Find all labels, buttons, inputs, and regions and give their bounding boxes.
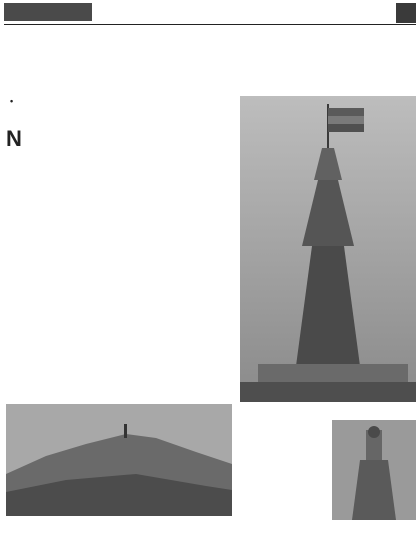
drop-cap: N [6, 128, 22, 151]
historic-photo [6, 404, 232, 516]
article-column-2 [82, 128, 154, 400]
historic-hill-illustration [6, 404, 232, 516]
header-rule [4, 24, 416, 25]
belzu-monument-illustration [332, 420, 416, 520]
monument-illustration [240, 96, 416, 402]
article-column-1 [6, 128, 78, 400]
section-label [4, 3, 92, 21]
article-column-lower-mid [240, 420, 328, 520]
article-column-3 [158, 112, 232, 400]
conchupata-monument-photo [240, 96, 416, 402]
masthead [0, 0, 420, 30]
bullet-dot-icon: • [10, 96, 14, 106]
belzu-monument-photo [332, 420, 416, 520]
page-number [396, 3, 416, 23]
